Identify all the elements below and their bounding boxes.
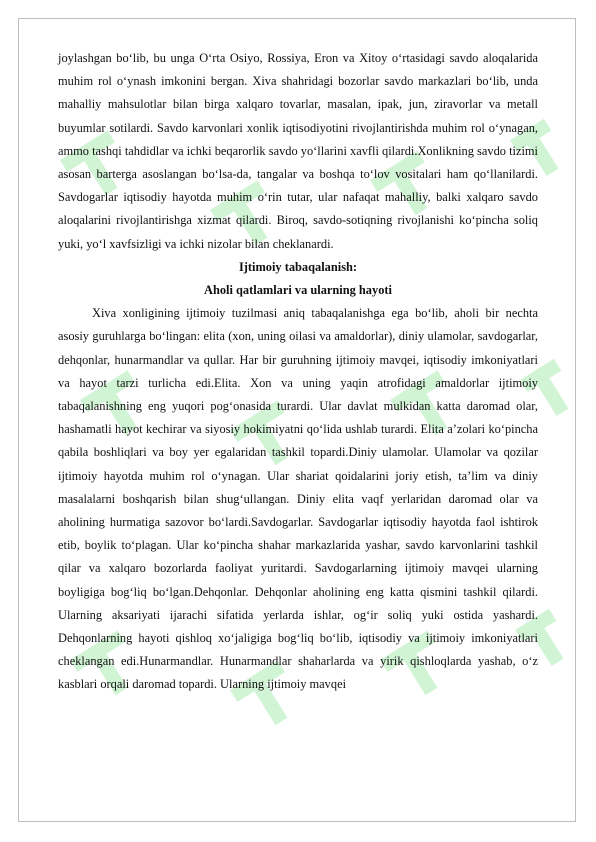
document-body [58, 47, 538, 697]
body-paragraph: joylashgan bo‘lib, bu unga O‘rta Osiyo, Rossiya, Eron va Xitoy o‘rtasidagi savdo aloqalarida muhim rol o‘ynash imkonini bergan. Xiva shahridagi bozorlar savdo markazlari bo‘lib, unda mahalliy mahsulotlar bilan birga xalqaro tovarlar, masalan, ipak, jun, ziravorlar va metall buyumlar sotilardi. Savdo karvonlari xonlik iqtisodiyotini rivojlantirishda muhim rol o‘ynagan, ammo tashqi tahdidlar va ichki beqarorlik savdo yo‘llarini xavfli qilardi.Xonlikning savdo tizimi asosan barterga asoslangan bo‘lsa-da, tangalar va boshqa to‘lov vositalari ham qo‘llanilardi. Savdogarlar iqtisodiy hayotda muhim o‘rin tutar, ular nafaqat mahalliy, balki xalqaro savdo aloqalarini rivojlantirishga xizmat qilardi. Biroq, savdo-sotiqning rivojlanishi ko‘pincha soliq yuki, yo‘l xavfsizligi va ichki nizolar bilan cheklanardi. [58, 51, 538, 251]
section-subheading: Aholi qatlamlari va ularning hayoti [204, 283, 392, 298]
body-paragraph: Xiva xonligining ijtimoiy tuzilmasi aniq tabaqalanishga ega bo‘lib, aholi bir nechta asosiy guruhlarga bo‘lingan: elita (xon, uning oilasi va amaldorlar), diniy ulamolar, savdogarlar, dehqonlar, hunarmandlar va qullar. Har bir guruhning ijtimoiy mavqei, iqtisodiy imkoniyatlari va hayot tarzi turlicha edi.Elita. Xon va uning yaqin atrofidagi amaldorlar ijtimoiy tabaqalanishning eng yuqori pog‘onasida turardi. Ular davlat mulkidan katta daromad olar, hashamatli hayot kechirar va siyosiy hokimiyatni qo‘lida ushlab turardi. Elita a’zolari ko‘pincha qabila boshliqlari va boy yer egalaridan tashkil topardi.Diniy ulamolar. Ulamolar va qozilar ijtimoiy hayotda muhim rol o‘ynagan. Ular shariat qoidalarini joriy etish, ta’lim va diniy masalalarni boshqarish bilan shug‘ullangan. Diniy elita vaqf yerlaridan daromad olar va aholining hurmatiga sazovor bo‘lardi.Savdogarlar. Savdogarlar iqtisodiy hayotda faol ishtirok etib, boylik to‘plagan. Ular ko‘pincha shahar markazlarida yashar, savdo karvonlarini tashkil qilar va xalqaro bozorlarda faoliyat yuritardi. Savdogarlarning ijtimoiy mavqei ularning boyligiga bog‘liq bo‘lgan.Dehqonlar. Dehqonlar aholining eng katta qismini tashkil qilardi. Ularning aksariyati ijarachi sifatida yerlarda ishlar, og‘ir soliq yuki ostida yashardi. Dehqonlarning hayoti qishloq xo‘jaligiga bog‘liq bo‘lib, iqtisodiy va ijtimoiy imkoniyatlari cheklangan edi.Hunarmandlar. Hunarmandlar shaharlarda va yirik qishloqlarda yashab, o‘z kasblari orqali daromad topardi. Ularning ijtimoiy mavqei [58, 306, 538, 692]
section-heading: Ijtimoiy tabaqalanish: [238, 259, 358, 274]
